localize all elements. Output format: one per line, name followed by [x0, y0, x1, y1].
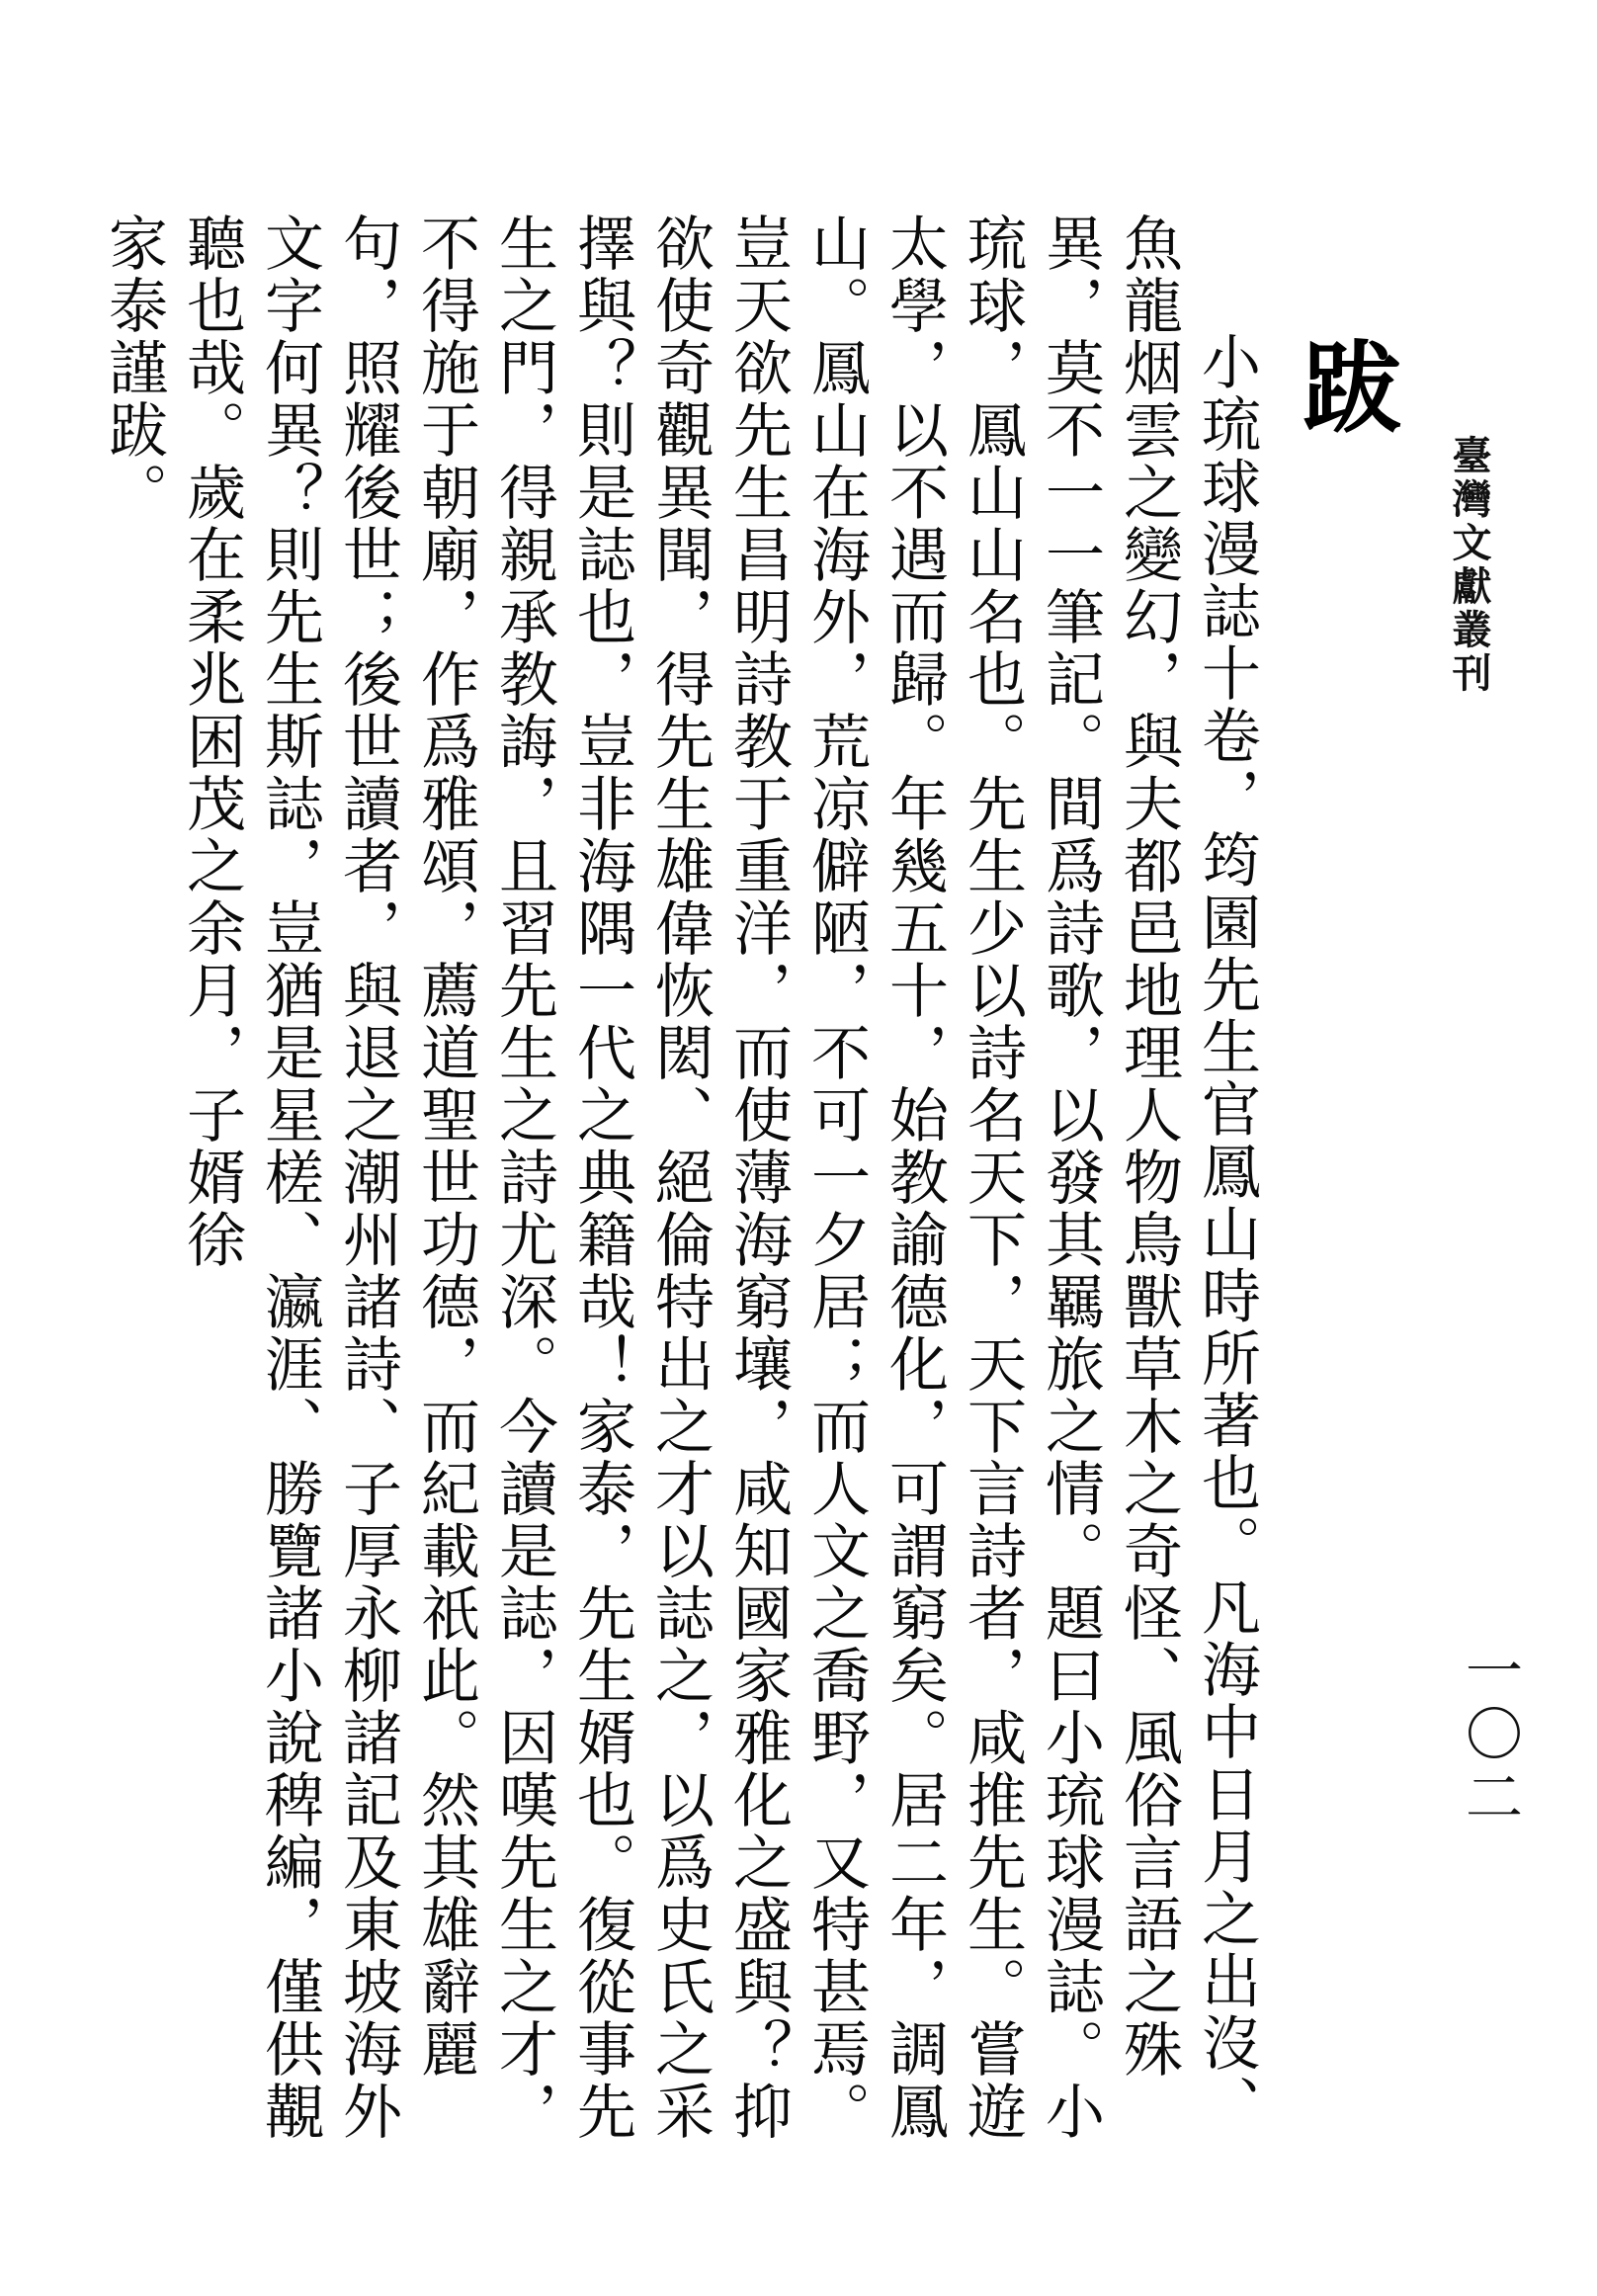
signature-line: 家泰謹跋。 — [99, 213, 168, 524]
page-title: 跋 — [1286, 336, 1402, 435]
series-header: 臺灣文獻叢刊 — [1446, 435, 1492, 696]
body-paragraph: 小琉球漫誌十卷，筠園先生官鳳山時所著也。凡海中日月之出沒、魚龍烟雲之變幻，與夫都邑地理人物鳥獸草木之奇怪、風俗言語之殊異，莫不一一筆記。間爲詩歌，以發其羈旅之情。題曰小琉球漫誌。小琉球，鳳山山名也。先生少以詩名天下，天下言詩者，咸推先生。嘗遊太學，以不遇而歸。年幾五十，始教諭德化，可謂窮矣。居二年，調鳳山。鳳山在海外，荒凉僻陋，不可一夕居；而人文之喬野，又特甚焉。豈天欲先生昌明詩教于重洋，而使薄海窮壤，咸知國家雅化之盛與？抑欲使奇觀異聞，得先生雄偉恢閎、絕倫特出之才以誌之，以爲史氏之采擇與？則是誌也，豈非海隅一代之典籍哉！家泰，先生婿也。復從事先生之門，得親承教誨，且習先生之詩尤深。今讀是誌，因嘆先生之才，不得施于朝廟，作爲雅頌，薦道聖世功德，而紀載祇此。然其雄辭麗句，照耀後世；後世讀者，與退之潮州諸詩、子厚永柳諸記及東坡海外文字何異？則先生斯誌，豈猶是星槎、瀛涯、勝覽諸小說稗編，僅供覯聽也哉。歲在柔兆困茂之余月，子婿徐 — [177, 213, 1261, 2143]
page-number: 一〇二 — [1456, 1641, 1523, 1830]
body-text — [94, 213, 1265, 2169]
